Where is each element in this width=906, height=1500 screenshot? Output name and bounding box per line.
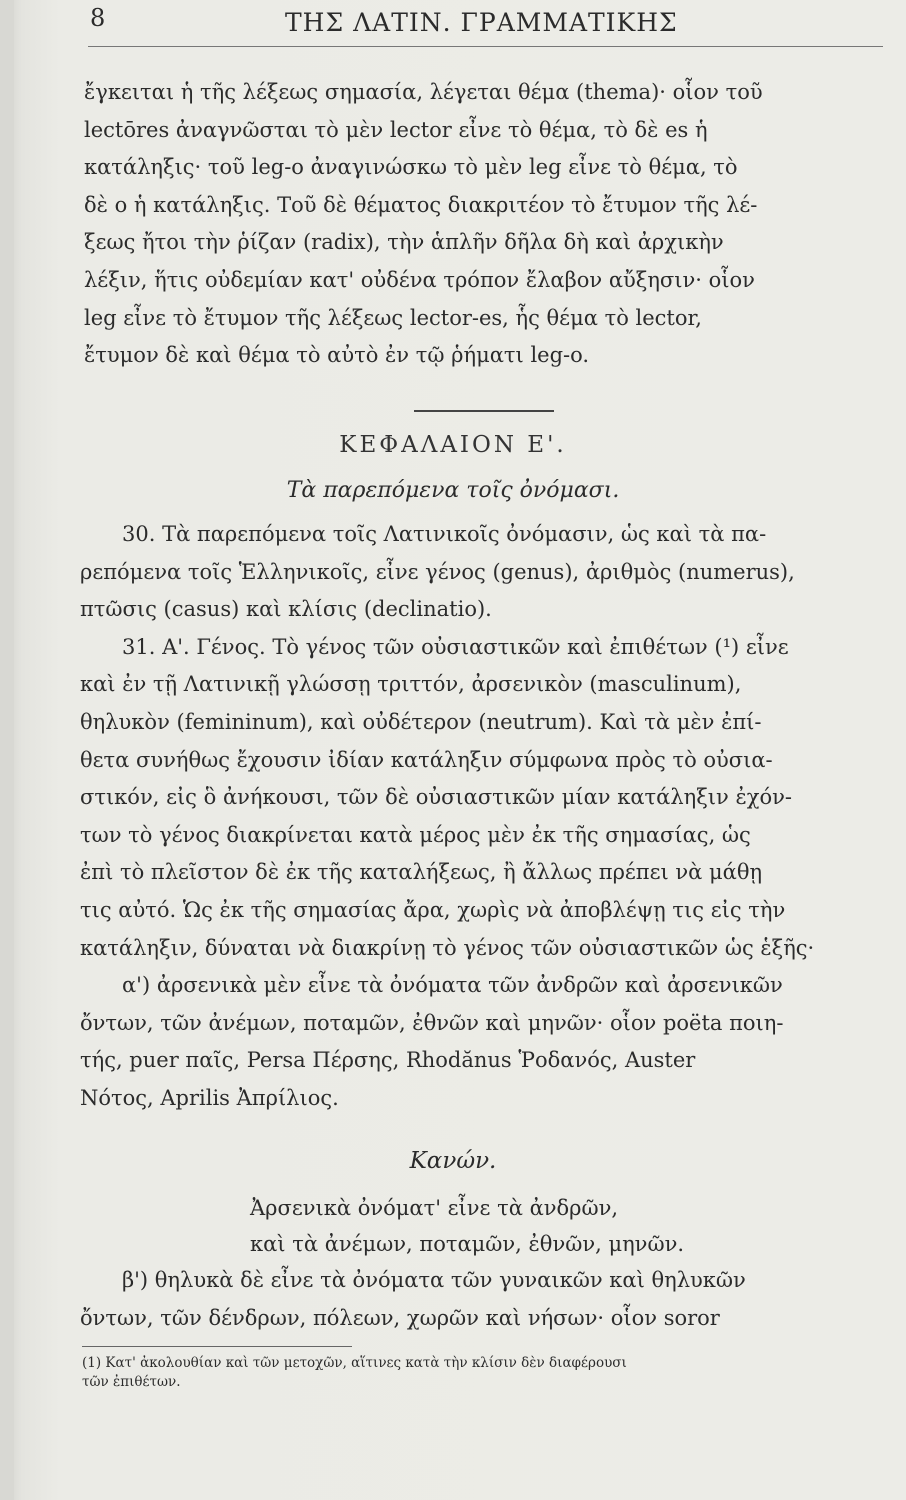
text-line: δὲ o ἡ κατάληξις. Τοῦ δὲ θέματος διακριτέον τὸ ἔτυμον τῆς λέ- (84, 192, 758, 217)
text-line: 30. Τὰ παρεπόμενα τοῖς Λατινικοῖς ὀνόμασιν, ὡς καὶ τὰ πα- (122, 522, 767, 546)
page-header (0, 4, 906, 44)
text-line: κατάληξις· τοῦ leg-o ἀναγινώσκω τὸ μὲν leg εἶνε τὸ θέμα, τὸ (84, 155, 738, 180)
text-line: leg εἶνε τὸ ἔτυμον τῆς λέξεως lector-es, ἧς θέμα τὸ lector, (84, 305, 702, 330)
text-line: λέξιν, ἥτις οὐδεμίαν κατ' οὐδένα τρόπον ἔλαβον αὔξησιν· οἷον (84, 267, 755, 292)
text-line: α') ἀρσενικὰ μὲν εἶνε τὰ ὀνόματα τῶν ἀνδρῶν καὶ ἀρσενικῶν (122, 973, 783, 998)
paragraph-gender (80, 516, 892, 1118)
text-line: ξεως ἤτοι τὴν ῥίζαν (radix), τὴν ἁπλῆν δῆλα δὴ καὶ ἀρχικὴν (84, 230, 724, 255)
canon-verse (250, 1190, 684, 1262)
text-line: lectōres ἀναγνῶσται τὸ μὲν lector εἶνε τὸ θέμα, τὸ δὲ es ἡ (84, 117, 708, 142)
text-line: τις αὐτό. Ὡς ἐκ τῆς σημασίας ἄρα, χωρὶς νὰ ἀποβλέψῃ τις εἰς τὴν (80, 897, 786, 922)
text-line: στικόν, εἰς ὃ ἀνήκουσι, τῶν δὲ οὐσιαστικῶν μίαν κατάληξιν ἐχόν- (80, 785, 792, 810)
paragraph-thema (84, 74, 892, 375)
text-line: τής, puer παῖς, Persa Πέρσης, Rhodănus Ῥοδανός, Auster (80, 1048, 696, 1073)
text-line: θηλυκὸν (femininum), καὶ οὐδέτερον (neutrum). Καὶ τὰ μὲν ἐπί- (80, 709, 762, 734)
text-line: 31. Α'. Γένος. Τὸ γένος τῶν οὐσιαστικῶν καὶ ἐπιθέτων (¹) εἶνε (122, 634, 789, 659)
verse-line: καὶ τὰ ἀνέμων, ποταμῶν, ἐθνῶν, μηνῶν. (250, 1232, 685, 1256)
text-line: καὶ ἐν τῇ Λατινικῇ γλώσσῃ τριττόν, ἀρσενικὸν (masculinum), (80, 672, 742, 697)
text-line: Νότος, Aprilis Ἀπρίλιος. (80, 1085, 339, 1110)
text-line: κατάληξιν, δύναται νὰ διακρίνῃ τὸ γένος τῶν οὐσιαστικῶν ὡς ἑξῆς· (80, 935, 815, 960)
footnote-rule (82, 1346, 352, 1347)
header-rule (88, 46, 883, 47)
footnote-line: (1) Κατ' ἀκολουθίαν καὶ τῶν μετοχῶν, αἵτινες κατὰ τὴν κλίσιν δὲν διαφέρουσι (82, 1355, 627, 1371)
text-line: β') θηλυκὰ δὲ εἶνε τὰ ὀνόματα τῶν γυναικῶν καὶ θηλυκῶν (122, 1268, 746, 1292)
section-separator (414, 410, 554, 412)
chapter-subtitle: Τὰ παρεπόμενα τοῖς ὀνόμασι. (286, 478, 620, 503)
page-number: 8 (90, 4, 106, 32)
chapter-title: ΚΕΦΑΛΑΙΟΝ Ε'. (339, 432, 567, 458)
footnote-line: τῶν ἐπιθέτων. (82, 1374, 181, 1390)
text-line: των τὸ γένος διακρίνεται κατὰ μέρος μὲν ἐκ τῆς σημασίας, ὡς (80, 822, 751, 847)
text-line: ὄντων, τῶν δένδρων, πόλεων, χωρῶν καὶ νήσων· οἷον soror (80, 1305, 720, 1330)
text-line: ἔγκειται ἡ τῆς λέξεως σημασία, λέγεται θέμα (thema)· οἷον τοῦ (84, 80, 763, 104)
canon-title: Κανών. (409, 1148, 497, 1174)
page-edge-shadow (0, 0, 14, 1500)
text-line: θετα συνήθως ἔχουσιν ἰδίαν κατάληξιν σύμφωνα πρὸς τὸ οὐσια- (80, 747, 773, 772)
paragraph-feminine (80, 1262, 892, 1337)
text-line: πτῶσις (casus) καὶ κλίσις (declinatio). (80, 597, 492, 622)
text-line: ρεπόμενα τοῖς Ἑλληνικοῖς, εἶνε γένος (genus), ἀριθμὸς (numerus), (80, 559, 795, 584)
running-title: ΤΗΣ ΛΑΤΙΝ. ΓΡΑΜΜΑΤΙΚΗΣ (285, 8, 678, 37)
text-line: ἔτυμον δὲ καὶ θέμα τὸ αὐτὸ ἐν τῷ ῥήματι leg-o. (84, 343, 590, 368)
footnote (82, 1354, 882, 1392)
text-line: ἐπὶ τὸ πλεῖστον δὲ ἐκ τῆς καταλήξεως, ἢ ἄλλως πρέπει νὰ μάθῃ (80, 860, 763, 885)
verse-line: Ἀρσενικὰ ὀνόματ' εἶνε τὰ ἀνδρῶν, (250, 1196, 619, 1220)
text-line: ὄντων, τῶν ἀνέμων, ποταμῶν, ἐθνῶν καὶ μηνῶν· οἷον poëta ποιη- (80, 1010, 784, 1035)
